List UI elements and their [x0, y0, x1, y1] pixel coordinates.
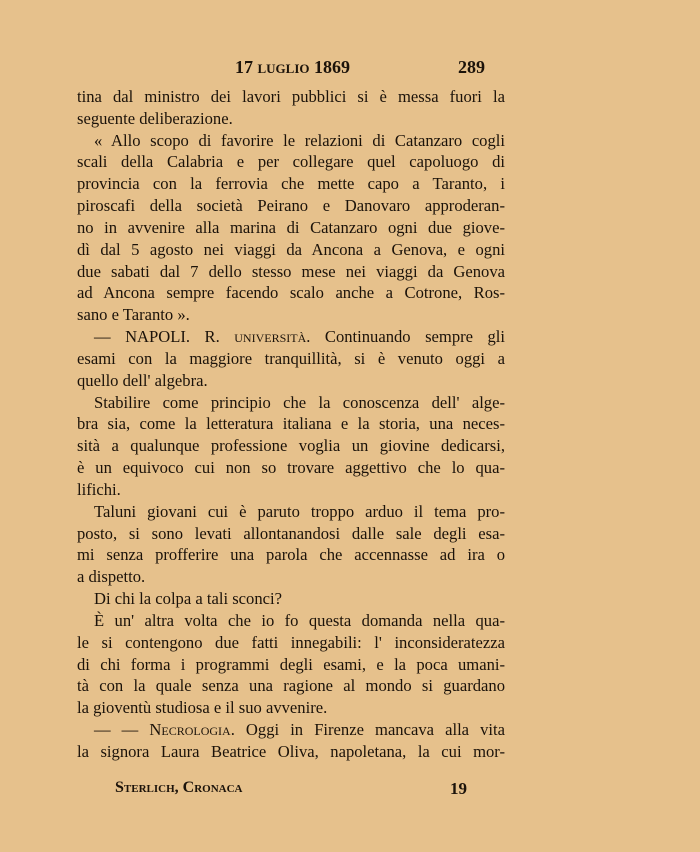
- text-line: [77, 479, 505, 501]
- text-line: [77, 239, 505, 261]
- text-line: [77, 108, 505, 130]
- text-line: [77, 697, 505, 719]
- line-text: tà con la quale senza una ragione al mondo si guardano: [77, 676, 505, 696]
- text-line: [77, 151, 505, 173]
- text-line: [77, 348, 505, 370]
- line-text: lifichi.: [77, 479, 121, 499]
- text-line: [77, 261, 505, 283]
- line-text: quello dell' algebra.: [77, 370, 208, 390]
- text-line: [77, 130, 505, 152]
- line-text: due sabati dal 7 dello stesso mese nei viaggi da Genova: [77, 261, 505, 281]
- line-text: le si contengono due fatti innegabili: l' inconsideratezza: [77, 632, 505, 652]
- sheet-number: 19: [450, 779, 467, 798]
- text-line: [77, 588, 505, 610]
- line-text: la gioventù studiosa e il suo avvenire.: [77, 698, 328, 718]
- line-text: — NAPOLI. R.: [94, 327, 235, 347]
- printer-signature: Sterlich, Cronaca: [115, 779, 243, 796]
- text-line: [77, 544, 505, 566]
- date-month: luglio: [257, 57, 310, 77]
- text-line: [77, 523, 505, 545]
- line-text: dì dal 5 agosto nei viaggi da Ancona a Genova, e ogni: [77, 239, 505, 259]
- date-day: 17: [235, 57, 253, 77]
- text-line: [77, 173, 505, 195]
- section-heading: università: [234, 327, 307, 347]
- line-text: di chi forma i programmi degli esami, e la poca umani-: [77, 654, 505, 674]
- line-text: tina dal ministro dei lavori pubblici si è messa fuori la: [77, 87, 505, 106]
- line-text: sano e Taranto ».: [77, 305, 190, 325]
- text-line: [77, 326, 505, 348]
- text-line: [77, 304, 505, 326]
- text-line: [77, 501, 505, 523]
- running-header: [77, 57, 505, 81]
- line-text: Taluni giovani cui è paruto troppo arduo il tema pro-: [94, 501, 505, 521]
- line-text: ad Ancona sempre facendo scalo anche a Cotrone, Ros-: [77, 283, 505, 303]
- line-text: Di chi la colpa a tali sconci?: [94, 589, 282, 609]
- text-line: [77, 610, 505, 632]
- text-line: [77, 435, 505, 457]
- line-text: . Oggi in Firenze mancava alla vita: [230, 720, 505, 740]
- line-text: esami con la maggiore tranquillità, si è venuto oggi a: [77, 348, 505, 368]
- page-number: 289: [458, 57, 485, 77]
- text-line: [77, 741, 505, 763]
- text-line: [77, 413, 505, 435]
- line-text: È un' altra volta che io fo questa domanda nella qua-: [94, 610, 505, 630]
- line-text: la signora Laura Beatrice Oliva, napoletana, la cui mor-: [77, 741, 505, 761]
- text-line: [77, 457, 505, 479]
- section-heading: Necrologia: [149, 720, 231, 740]
- line-text: è un equivoco cui non so trovare aggettivo che lo qua-: [77, 458, 505, 478]
- line-text: — —: [94, 720, 150, 740]
- text-line: [77, 282, 505, 304]
- text-line: [77, 392, 505, 414]
- line-text: no in avvenire alla marina di Catanzaro ogni due giove-: [77, 217, 505, 237]
- line-text: a dispetto.: [77, 567, 146, 587]
- text-line: [77, 370, 505, 392]
- line-text: mi senza profferire una parola che accennasse ad ira o: [77, 545, 505, 565]
- body-text: [77, 86, 505, 763]
- line-text: « Allo scopo di favorire le relazioni di Catanzaro cogli: [94, 130, 505, 150]
- line-text: provincia con la ferrovia che mette capo a Taranto, i: [77, 174, 505, 194]
- header-date: [235, 57, 350, 78]
- line-text: piroscafi della società Peirano e Danovaro approderan-: [77, 196, 505, 216]
- line-text: bra sia, come la letteratura italiana e la storia, una neces-: [77, 414, 505, 434]
- line-text: scali della Calabria e per collegare quel capoluogo di: [77, 152, 505, 172]
- text-line: [77, 217, 505, 239]
- text-line: [77, 566, 505, 588]
- text-line: [77, 719, 505, 741]
- line-text: sità a qualunque professione voglia un giovine dedicarsi,: [77, 436, 505, 456]
- line-text: posto, si sono levati allontanandosi dalle sale degli esa-: [77, 523, 505, 543]
- line-text: . Continuando sempre gli: [306, 327, 505, 347]
- text-line: [77, 86, 505, 108]
- text-line: [77, 632, 505, 654]
- date-year: 1869: [314, 57, 351, 77]
- text-line: [77, 654, 505, 676]
- line-text: Stabilire come principio che la conoscenza dell' alge-: [94, 392, 505, 412]
- text-line: [77, 675, 505, 697]
- text-line: [77, 195, 505, 217]
- line-text: seguente deliberazione.: [77, 108, 233, 128]
